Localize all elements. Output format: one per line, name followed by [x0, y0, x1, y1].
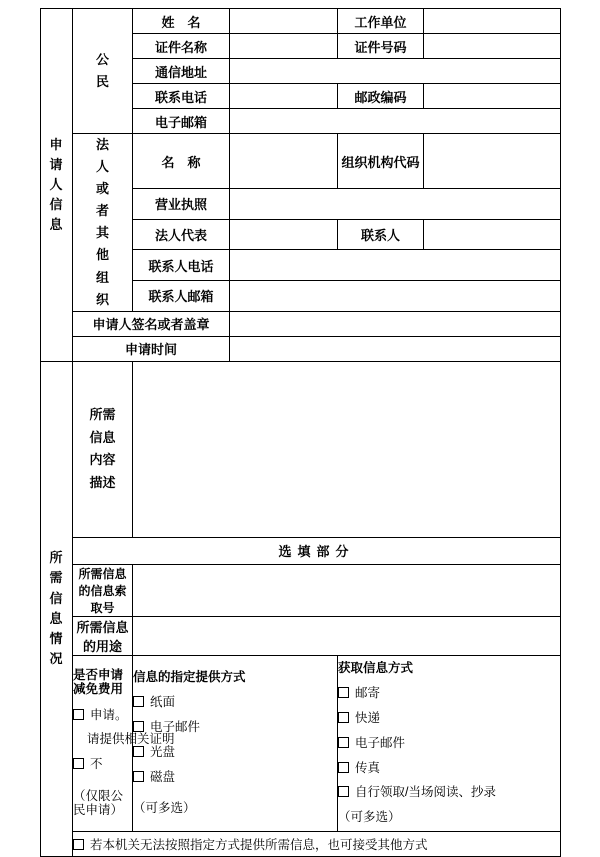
obtain-option-label: 邮寄	[355, 686, 381, 701]
obtain-option-label: 自行领取/当场阅读、抄录	[355, 785, 496, 800]
label-id-number: 证件号码	[338, 34, 424, 59]
information-request-form	[40, 8, 561, 857]
label-content-desc: 所需信息内容描述	[73, 361, 133, 537]
fee-option-yes-note: 请提供相关证明	[87, 732, 175, 747]
checkbox-icon[interactable]	[338, 762, 349, 773]
checkbox-icon[interactable]	[338, 737, 349, 748]
field-email[interactable]	[230, 109, 561, 134]
label-postcode: 邮政编码	[338, 84, 424, 109]
table-row	[41, 134, 561, 189]
table-row	[41, 311, 561, 336]
checkbox-icon[interactable]	[133, 771, 144, 782]
field-postcode[interactable]	[424, 84, 561, 109]
group-label-citizen: 公民	[73, 9, 133, 134]
field-contact-phone[interactable]	[230, 250, 561, 281]
field-legal-rep[interactable]	[230, 219, 338, 250]
checkbox-icon[interactable]	[338, 786, 349, 797]
obtain-option-email[interactable]	[338, 737, 560, 751]
field-org-code[interactable]	[424, 134, 561, 189]
obtain-option-label: 电子邮件	[355, 735, 406, 750]
bottom-note-label: 若本机关无法按照指定方式提供所需信息，也可接受其他方式	[90, 837, 428, 852]
label-email: 电子邮箱	[133, 109, 230, 134]
table-row	[41, 537, 561, 564]
label-org-code: 组织机构代码	[338, 134, 424, 189]
field-contact-email[interactable]	[230, 281, 561, 312]
label-signature: 申请人签名或者盖章	[73, 311, 230, 336]
provide-option-paper[interactable]	[133, 696, 337, 710]
obtain-option-express[interactable]	[338, 712, 560, 726]
obtain-option-label: 传真	[355, 760, 381, 775]
checkbox-icon[interactable]	[133, 696, 144, 707]
field-apply-time[interactable]	[230, 336, 561, 361]
provide-option-email[interactable]	[133, 721, 337, 735]
checkbox-icon[interactable]	[73, 758, 84, 769]
checkbox-icon[interactable]	[133, 721, 144, 732]
field-signature[interactable]	[230, 311, 561, 336]
section-label-needed-info: 所需信息情况	[41, 361, 73, 856]
fee-waiver-title: 是否申请减免费用	[73, 668, 124, 696]
label-license: 营业执照	[133, 189, 230, 220]
label-contact-person: 联系人	[338, 219, 424, 250]
checkbox-icon[interactable]	[73, 839, 84, 850]
fee-option-yes[interactable]	[73, 709, 132, 723]
obtain-option-selfpickup[interactable]	[338, 786, 560, 800]
label-work-unit: 工作单位	[338, 9, 424, 34]
table-row	[41, 616, 561, 655]
table-row	[41, 831, 561, 856]
bottom-note-cell[interactable]	[73, 831, 561, 856]
table-row	[41, 655, 561, 831]
provide-option-disk[interactable]	[133, 771, 337, 785]
section-label-applicant-info: 申请人信息	[41, 9, 73, 362]
label-phone: 联系电话	[133, 84, 230, 109]
provide-method-footnote: （可多选）	[133, 801, 196, 816]
label-usage: 所需信息的用途	[73, 616, 133, 655]
table-row	[41, 361, 561, 537]
label-apply-time: 申请时间	[73, 336, 230, 361]
obtain-option-fax[interactable]	[338, 762, 560, 776]
label-address: 通信地址	[133, 59, 230, 84]
field-contact-person[interactable]	[424, 219, 561, 250]
checkbox-icon[interactable]	[133, 746, 144, 757]
label-contact-email: 联系人邮箱	[133, 281, 230, 312]
field-org-name[interactable]	[230, 134, 338, 189]
table-row	[41, 564, 561, 616]
provide-option-cd[interactable]	[133, 746, 337, 760]
checkbox-icon[interactable]	[73, 709, 84, 720]
label-contact-phone: 联系人电话	[133, 250, 230, 281]
label-legal-rep: 法人代表	[133, 219, 230, 250]
provide-option-label: 光盘	[150, 744, 176, 759]
obtain-method-title: 获取信息方式	[338, 660, 414, 675]
label-name: 姓 名	[133, 9, 230, 34]
table-row	[41, 9, 561, 34]
obtain-method-cell	[338, 655, 561, 831]
label-id-name: 证件名称	[133, 34, 230, 59]
provide-option-label: 纸面	[150, 695, 176, 710]
field-id-number[interactable]	[424, 34, 561, 59]
provide-method-title: 信息的指定提供方式	[133, 669, 246, 684]
optional-part-header: 选填部分	[73, 537, 561, 564]
obtain-method-footnote: （可多选）	[338, 810, 401, 825]
label-index-number: 所需信息的信息索取号	[73, 564, 133, 616]
table-row	[41, 336, 561, 361]
field-phone[interactable]	[230, 84, 338, 109]
label-org-name: 名 称	[133, 134, 230, 189]
fee-option-no-label: 不	[90, 757, 103, 772]
fee-option-yes-label: 申请。	[90, 707, 128, 722]
field-content-desc[interactable]	[133, 361, 561, 537]
obtain-option-mail[interactable]	[338, 687, 560, 701]
field-address[interactable]	[230, 59, 561, 84]
group-label-legal-entity: 法人或者其他组织	[73, 134, 133, 312]
field-work-unit[interactable]	[424, 9, 561, 34]
provide-option-label: 电子邮件	[150, 720, 201, 734]
field-id-name[interactable]	[230, 34, 338, 59]
fee-option-no[interactable]	[73, 758, 132, 772]
checkbox-icon[interactable]	[338, 712, 349, 723]
field-usage[interactable]	[133, 616, 561, 655]
checkbox-icon[interactable]	[338, 687, 349, 698]
field-license[interactable]	[230, 189, 561, 220]
provide-option-label: 磁盘	[150, 769, 176, 784]
fee-footnote: （仅限公民申请）	[73, 788, 124, 817]
field-name[interactable]	[230, 9, 338, 34]
obtain-option-label: 快递	[355, 711, 381, 726]
field-index-number[interactable]	[133, 564, 561, 616]
